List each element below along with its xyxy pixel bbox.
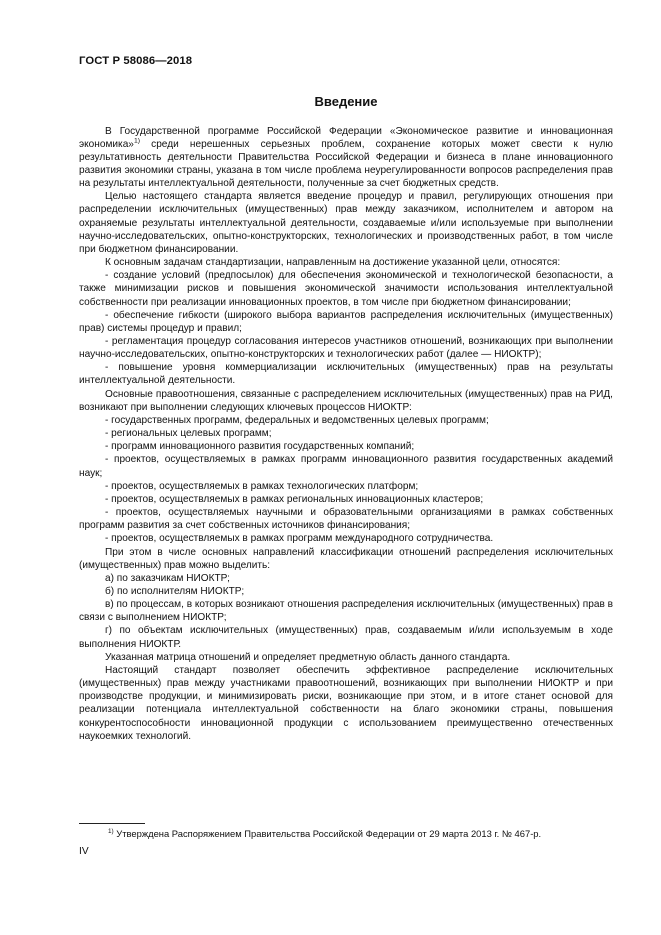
list-item-process: - проектов, осуществляемых научными и образовательными организациями в рамках собственных программ развития за счет собственных источников финансирования;	[79, 507, 613, 532]
list-item-task: - регламентация процедур согласования интересов участников отношений, возникающих при выполнении научно-исследовательских, опытно-конструкторских и технологических работ (далее — НИОКТР);	[79, 336, 613, 361]
paragraph-matrix: Указанная матрица отношений и определяет предметную область данного стандарта.	[105, 651, 511, 663]
list-item-process: - программ инновационного развития государственных компаний;	[105, 441, 415, 453]
list-item-process: - региональных целевых программ;	[105, 428, 272, 440]
paragraph-conclusion: Настоящий стандарт позволяет обеспечить эффективное распределение исключительных (имущественных) прав между участниками правоотношений, возникающих при выполнении НИОКТР и при производстве продукции, и минимизировать риски, возникающие при этом, и в итоге станет основой для реализации потенциала интеллектуальной собственности на благо экономики страны, повышения конкурентоспособности инновационной продукции с использованием преимущественно отечественных наукоемких технологий.	[79, 664, 613, 742]
footnote-reference[interactable]: 1)	[133, 137, 140, 145]
section-title: Введение	[314, 94, 378, 109]
paragraph-classification-lead: При этом в числе основных направлений классификации отношений распределения исключительных (имущественных) прав можно выделить:	[79, 546, 613, 571]
list-item-process: - проектов, осуществляемых в рамках региональных инновационных кластеров;	[105, 493, 484, 505]
list-item-task: - обеспечение гибкости (широкого выбора вариантов распределения исключительных (имущественных) прав) системы процедур и правил;	[79, 309, 613, 334]
list-item-classification: в) по процессам, в которых возникают отношения распределения исключительных (имущественных) прав в связи с выполнением НИОКТР;	[79, 599, 613, 624]
list-item-process: - проектов, осуществляемых в рамках программ инновационного развития государственных академий наук;	[79, 454, 613, 479]
list-item-classification: а) по заказчикам НИОКТР;	[105, 572, 230, 584]
paragraph-processes-lead: Основные правоотношения, связанные с распределением исключительных (имущественных) прав на РИД, возникают при выполнении следующих ключевых процессов НИОКТР:	[79, 388, 613, 413]
page-number: IV	[79, 846, 89, 857]
paragraph-intro	[79, 125, 613, 191]
paragraph-intro-end: среди нерешенных серьезных проблем, сохранение которых может свести к нулю результативность деятельности Правительства Российской Федерации и бизнеса в плане инновационного развития экономики страны, указана в том числе проблема неурегулированности вопросов распределения прав на результаты интеллектуальной деятельности, полученные за счет бюджетных средств.	[79, 138, 613, 190]
list-item-process: - проектов, осуществляемых в рамках технологических платформ;	[105, 480, 419, 492]
list-item-process: - проектов, осуществляемых в рамках программ международного сотрудничества.	[105, 533, 494, 545]
paragraph-goal: Целью настоящего стандарта является введение процедур и правил, регулирующих отношения при распределении исключительных (имущественных) прав между заказчиком, исполнителем и автором на охраняемые результаты интеллектуальной деятельности, создаваемые и/или используемые при выполнении научно-исследовательских, опытно-конструкторских, технологических и производственных работ, в том числе при бюджетном финансировании.	[79, 191, 613, 255]
list-item-task: - создание условий (предпосылок) для обеспечения экономической и технологической безопасности, а также минимизации рисков и повышения экономической значимости использования интеллектуальной собственности при реализации инновационных проектов, в том числе при бюджетном финансировании;	[79, 270, 613, 308]
footnote	[79, 828, 613, 840]
list-item-task: - повышение уровня коммерциализации исключительных (имущественных) прав на результаты интеллектуальной деятельности.	[79, 362, 613, 387]
list-item-classification: г) по объектам исключительных (имущественных) прав, создаваемым и/или используемым в ходе выполнения НИОКТР.	[79, 625, 613, 650]
paragraph-tasks-lead: К основным задачам стандартизации, направленным на достижение указанной цели, относятся:	[105, 257, 561, 269]
footnote-mark: 1)	[108, 827, 114, 835]
list-item-process: - государственных программ, федеральных и ведомственных целевых программ;	[105, 414, 489, 426]
body-text	[79, 125, 613, 743]
footnote-divider	[79, 823, 145, 824]
standard-header: ГОСТ Р 58086—2018	[79, 55, 193, 67]
paragraph-intro-start: В Государственной программе Российской Федерации «Экономическое развитие и инновационная экономика»	[79, 125, 613, 150]
footnote-text: Утверждена Распоряжением Правительства Российской Федерации от 29 марта 2013 г. № 467-р.	[113, 828, 542, 839]
list-item-classification: б) по исполнителям НИОКТР;	[105, 585, 245, 597]
